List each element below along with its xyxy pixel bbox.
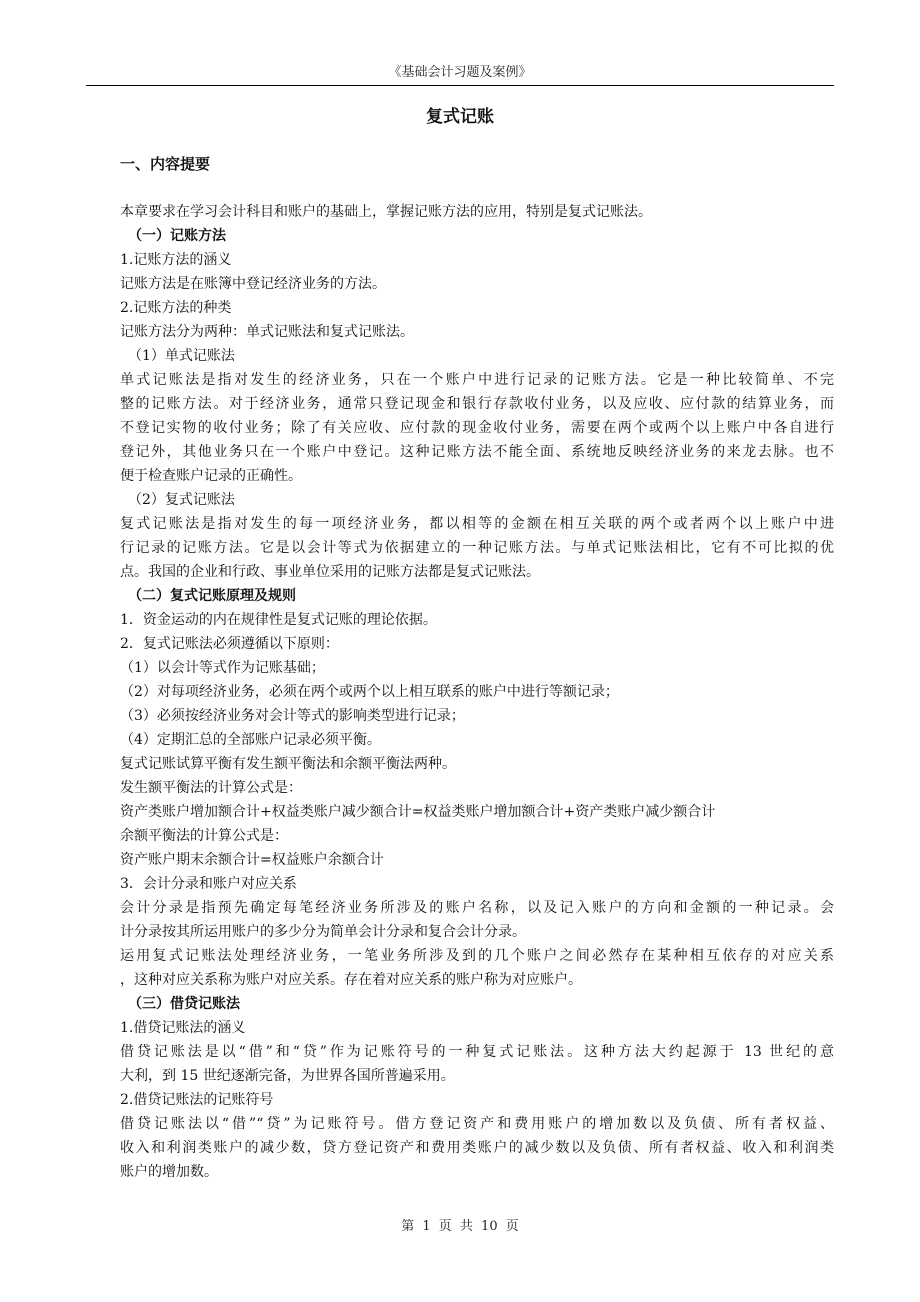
- paragraph-line: 记账方法分为两种：单式记账法和复式记账法。: [120, 324, 414, 340]
- formula: 资产账户期末余额合计=权益账户余额合计: [120, 852, 384, 868]
- paragraph-line: 登记外，其他业务只在一个账户中登记。这种记账方法不能全面、系统地反映经济业务的来龙去脉。也不: [120, 444, 834, 460]
- spacer: [120, 176, 834, 200]
- formula-label: 余额平衡法的计算公式是：: [120, 828, 288, 844]
- item-title: 2.借贷记账法的记账符号: [120, 1092, 274, 1108]
- item-title: （2）复式记账法: [128, 492, 235, 508]
- subsection-heading: （三）借贷记账法: [128, 996, 240, 1012]
- paragraph-line: 单式记账法是指对发生的经济业务，只在一个账户中进行记录的记账方法。它是一种比较简单、不完: [120, 372, 834, 388]
- item-title: （1）单式记账法: [128, 348, 235, 364]
- paragraph-line: 借贷记账法是以“借”和“贷”作为记账符号的一种复式记账法。这种方法大约起源于 13 世纪的意: [120, 1044, 834, 1060]
- paragraph-line: 2．复式记账法必须遵循以下原则：: [120, 636, 339, 652]
- rule-item: （1）以会计等式作为记账基础；: [120, 660, 325, 676]
- paragraph-line: 行记录的记账方法。它是以会计等式为依据建立的一种记账方法。与单式记账法相比，它有不可比拟的优: [120, 540, 834, 556]
- paragraph-line: 记账方法是在账簿中登记经济业务的方法。: [120, 276, 386, 292]
- section-heading: 一、内容提要: [120, 155, 211, 173]
- intro-paragraph: 本章要求在学习会计科目和账户的基础上，掌握记账方法的应用，特别是复式记账法。: [120, 204, 652, 220]
- page-header: 《基础会计习题及案例》: [388, 65, 532, 80]
- subsection-heading: （一）记账方法: [128, 228, 226, 244]
- paragraph-line: 账户的增加数。: [120, 1164, 218, 1180]
- formula-label: 发生额平衡法的计算公式是：: [120, 780, 302, 796]
- document-body: [120, 152, 834, 1184]
- paragraph-line: 收入和利润类账户的减少数，贷方登记资产和费用类账户的减少数以及负债、所有者权益、收入和利润类: [120, 1140, 834, 1156]
- paragraph-line: 不登记实物的收付业务；除了有关应收、应付款的现金收付业务，需要在两个或两个以上账户中各自进行: [120, 420, 834, 436]
- paragraph-line: 整的记账方法。对于经济业务，通常只登记现金和银行存款收付业务，以及应收、应付款的结算业务，而: [120, 396, 834, 412]
- paragraph-line: ，这种对应关系称为账户对应关系。存在着对应关系的账户称为对应账户。: [120, 972, 582, 988]
- item-title: 2.记账方法的种类: [120, 300, 232, 316]
- formula: 资产类账户增加额合计+权益类账户减少额合计=权益类账户增加额合计+资产类账户减少额合计: [120, 804, 716, 820]
- paragraph-line: 大利，到 15 世纪逐渐完备，为世界各国所普遍采用。: [120, 1068, 455, 1084]
- item-title: 1.借贷记账法的涵义: [120, 1020, 246, 1036]
- paragraph-line: 复式记账法是指对发生的每一项经济业务，都以相等的金额在相互关联的两个或者两个以上账户中进: [120, 516, 834, 532]
- paragraph-line: 会计分录是指预先确定每笔经济业务所涉及的账户名称，以及记入账户的方向和金额的一种记录。会: [120, 900, 834, 916]
- page-number: 第 1 页 共 10 页: [401, 1219, 519, 1234]
- subsection-heading: （二）复式记账原理及规则: [128, 588, 296, 604]
- item-title: 3．会计分录和账户对应关系: [120, 876, 297, 892]
- rule-item: （2）对每项经济业务，必须在两个或两个以上相互联系的账户中进行等额记录；: [120, 684, 619, 700]
- header-divider: [86, 85, 834, 86]
- paragraph-line: 复式记账试算平衡有发生额平衡法和余额平衡法两种。: [120, 756, 456, 772]
- paragraph-line: 借贷记账法以“借”“贷”为记账符号。借方登记资产和费用账户的增加数以及负债、所有者权益、: [120, 1116, 834, 1132]
- paragraph-line: 运用复式记账法处理经济业务，一笔业务所涉及到的几个账户之间必然存在某种相互依存的对应关系: [120, 948, 834, 964]
- rule-item: （3）必须按经济业务对会计等式的影响类型进行记录；: [120, 708, 465, 724]
- document-title: 复式记账: [426, 107, 494, 127]
- paragraph-line: 计分录按其所运用账户的多少分为简单会计分录和复合会计分录。: [120, 924, 526, 940]
- paragraph-line: 1．资金运动的内在规律性是复式记账的理论依据。: [120, 612, 437, 628]
- paragraph-line: 便于检查账户记录的正确性。: [120, 468, 302, 484]
- paragraph-line: 点。我国的企业和行政、事业单位采用的记账方法都是复式记账法。: [120, 564, 540, 580]
- item-title: 1.记账方法的涵义: [120, 252, 232, 268]
- rule-item: （4）定期汇总的全部账户记录必须平衡。: [120, 732, 381, 748]
